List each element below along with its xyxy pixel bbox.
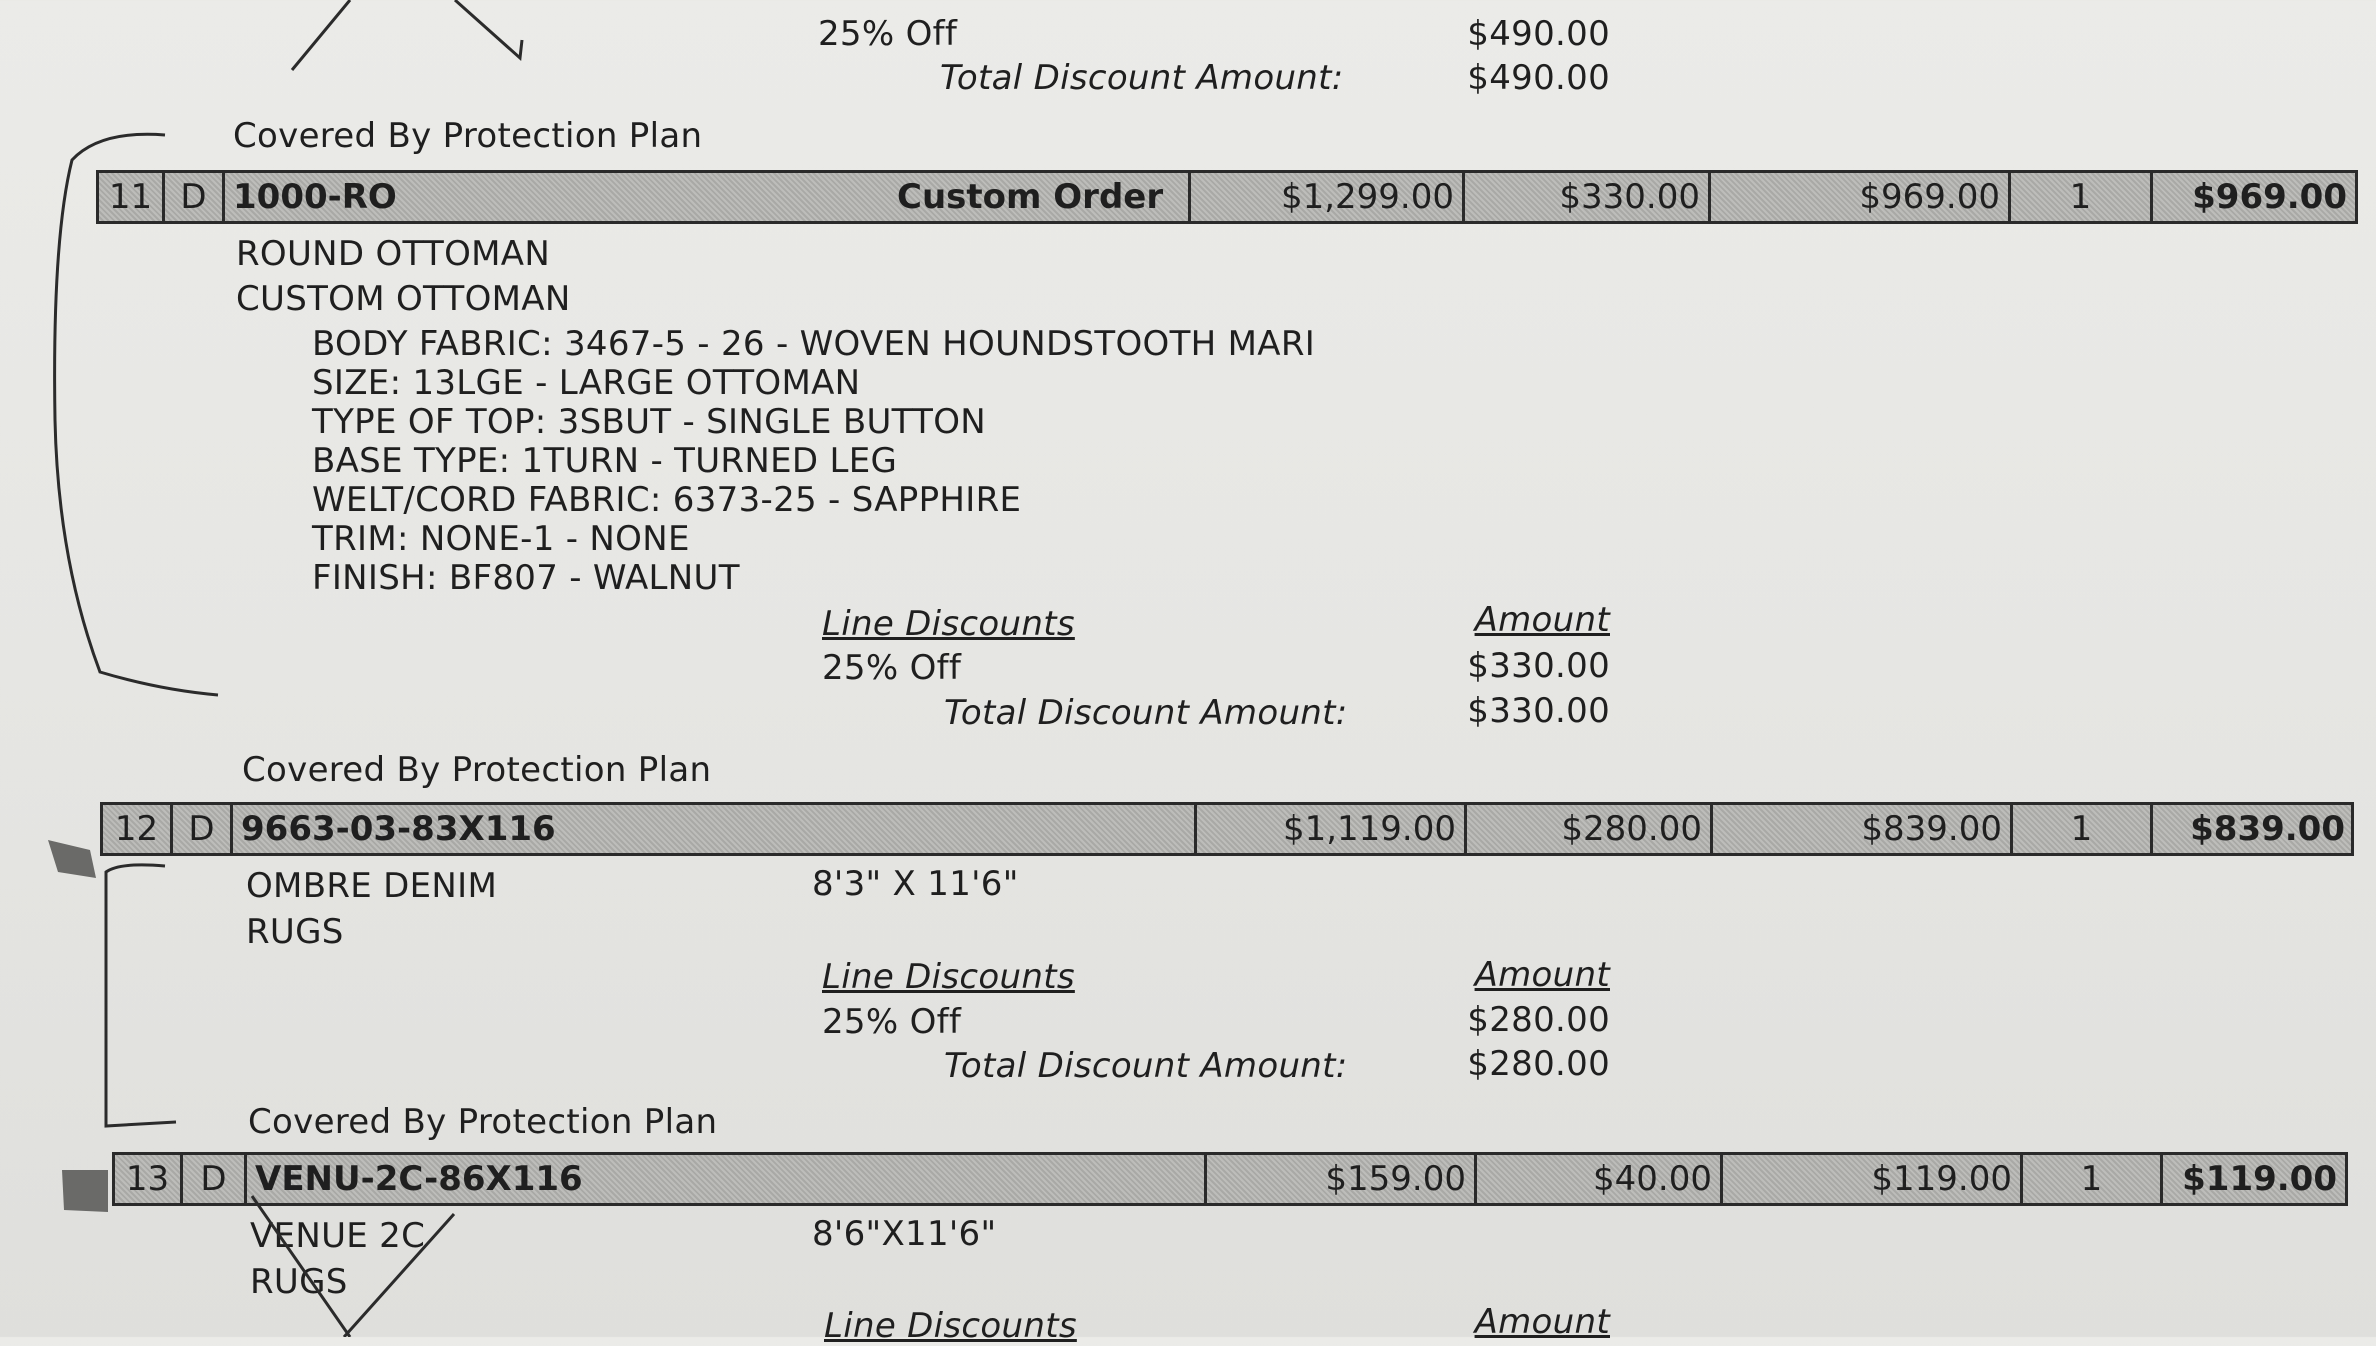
line-discounts-heading: Line Discounts: [824, 1306, 1077, 1346]
sku-cell: [247, 1155, 1207, 1203]
total-discount-amount: $330.00: [1467, 691, 1610, 731]
option-line: TYPE OF TOP: 3SBUT - SINGLE BUTTON: [312, 402, 986, 442]
extended-price: $119.00: [2182, 1159, 2337, 1199]
extended-price: $839.00: [2190, 809, 2345, 849]
amount-heading: Amount: [1474, 1302, 1610, 1342]
line-number: 11: [99, 173, 165, 221]
item-description: ROUND OTTOMAN: [236, 234, 551, 274]
sku-cell: [225, 173, 1191, 221]
pen-smudge: [62, 1170, 108, 1212]
line-number: 12: [103, 805, 173, 853]
sku: VENU-2C-86X116: [255, 1159, 583, 1199]
discount-label: 25% Off: [822, 648, 962, 688]
amount-heading: Amount: [1474, 600, 1610, 640]
item-description: VENUE 2C: [250, 1216, 426, 1256]
net-price: $839.00: [1713, 805, 2013, 853]
quantity: 1: [2013, 805, 2153, 853]
option-line: TRIM: NONE-1 - NONE: [312, 519, 690, 559]
line-item-header: [96, 170, 2358, 224]
discount: $280.00: [1467, 805, 1713, 853]
net-price: $119.00: [1723, 1155, 2023, 1203]
option-line: FINISH: BF807 - WALNUT: [312, 558, 740, 598]
discount-amount: $280.00: [1467, 1000, 1610, 1040]
price: $1,119.00: [1197, 805, 1467, 853]
price: $159.00: [1207, 1155, 1477, 1203]
quantity: 1: [2023, 1155, 2163, 1203]
sku: 9663-03-83X116: [241, 809, 556, 849]
extended-price: $969.00: [2192, 177, 2347, 217]
item-size: 8'6"X11'6": [812, 1214, 997, 1254]
line-number: 13: [115, 1155, 183, 1203]
option-line: BODY FABRIC: 3467-5 - 26 - WOVEN HOUNDSTOOTH MARI: [312, 324, 1316, 364]
custom-order-note: Custom Order: [897, 177, 1164, 217]
quantity: 1: [2011, 173, 2153, 221]
discount: $40.00: [1477, 1155, 1723, 1203]
discount-label: 25% Off: [822, 1002, 962, 1042]
covered-by-protection-plan: Covered By Protection Plan: [248, 1102, 718, 1142]
option-line: WELT/CORD FABRIC: 6373-25 - SAPPHIRE: [312, 480, 1022, 520]
pen-check-mark: [292, 0, 522, 70]
discount-amount: $490.00: [1467, 14, 1610, 54]
net-price: $969.00: [1711, 173, 2011, 221]
option-line: BASE TYPE: 1TURN - TURNED LEG: [312, 441, 898, 481]
sku: 1000-RO: [233, 177, 397, 217]
line-code: D: [165, 173, 225, 221]
discount-label: 25% Off: [818, 14, 958, 54]
option-line: SIZE: 13LGE - LARGE OTTOMAN: [312, 363, 861, 403]
price: $1,299.00: [1191, 173, 1465, 221]
line-discounts-heading: Line Discounts: [822, 957, 1075, 997]
discount-amount: $330.00: [1467, 646, 1610, 686]
item-category: RUGS: [246, 912, 344, 952]
pen-smudge: [48, 840, 96, 878]
sku-cell: [233, 805, 1197, 853]
item-category: CUSTOM OTTOMAN: [236, 279, 571, 319]
line-item-header: [112, 1152, 2348, 1206]
line-code: D: [173, 805, 233, 853]
discount: $330.00: [1465, 173, 1711, 221]
total-discount-amount: $490.00: [1467, 58, 1610, 98]
line-discounts-heading: Line Discounts: [822, 604, 1075, 644]
total-discount-label: Total Discount Amount:: [940, 58, 1344, 98]
covered-by-protection-plan: Covered By Protection Plan: [233, 116, 703, 156]
item-category: RUGS: [250, 1262, 348, 1302]
item-description: OMBRE DENIM: [246, 866, 498, 906]
line-item-header: [100, 802, 2354, 856]
covered-by-protection-plan: Covered By Protection Plan: [242, 750, 712, 790]
total-discount-label: Total Discount Amount:: [944, 1046, 1348, 1086]
total-discount-label: Total Discount Amount:: [944, 693, 1348, 733]
total-discount-amount: $280.00: [1467, 1044, 1610, 1084]
amount-heading: Amount: [1474, 955, 1610, 995]
pen-bracket-item-12: [106, 865, 176, 1126]
item-size: 8'3" X 11'6": [812, 864, 1019, 904]
line-code: D: [183, 1155, 247, 1203]
